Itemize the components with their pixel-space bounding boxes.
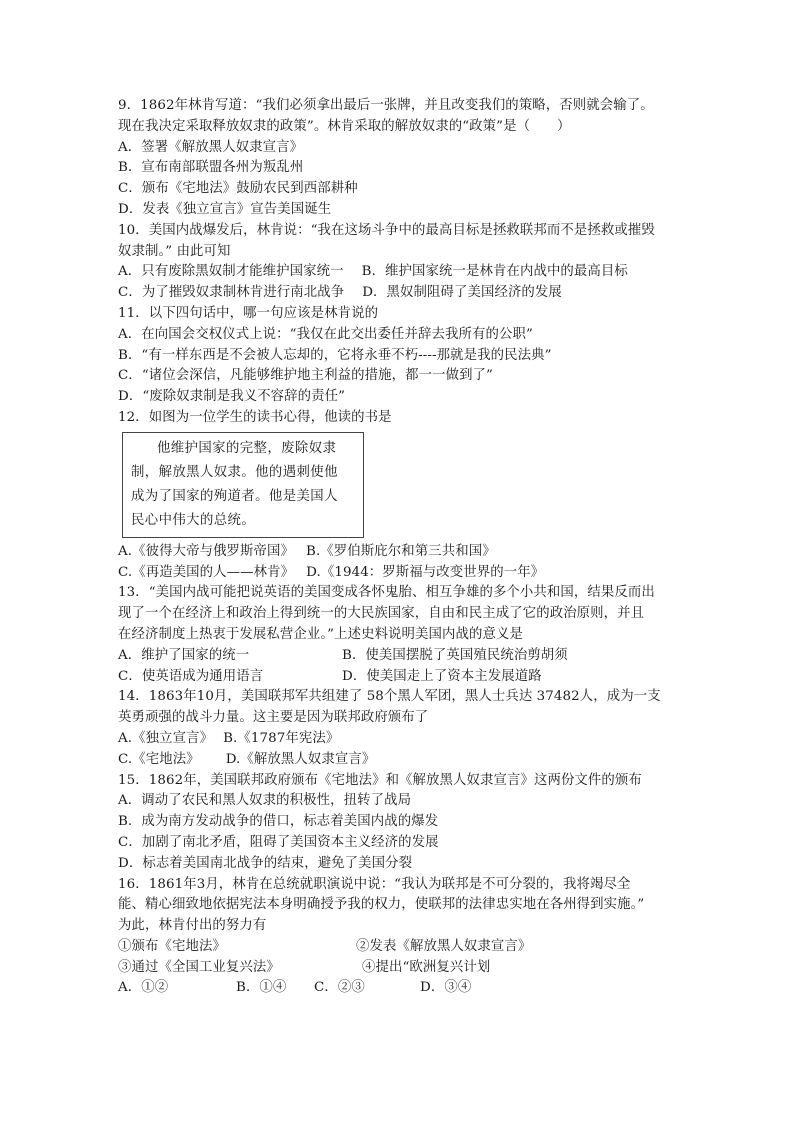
option-c: C．为了摧毁奴隶制林肯进行南北战争 xyxy=(118,285,345,301)
question-10 xyxy=(118,221,678,304)
question-12 xyxy=(118,408,678,583)
question-stem: 英勇顽强的战斗力量。这主要是因为联邦政府颁布了 xyxy=(118,710,429,726)
option-row xyxy=(118,978,678,999)
question-stem: 奴隶制。” 由此可知 xyxy=(118,243,231,259)
option-d: D．“废除奴隶制是我义不容辞的责任” xyxy=(118,389,346,405)
option-c: C．加剧了南北矛盾，阻碍了美国资本主义经济的发展 xyxy=(118,834,439,850)
question-stem: 为此，林肯付出的努力有 xyxy=(118,918,267,934)
option-c: C.《再造美国的人——林肯》 xyxy=(118,564,295,580)
box-line: 民心中伟大的总统。 xyxy=(131,512,256,528)
question-16 xyxy=(118,875,678,1000)
question-stem: 能、精心细致地依据宪法本身明确授予我的权力，使联邦的法律忠实地在各州得到实施。” xyxy=(118,897,645,913)
option-b: B．维护国家统一是林肯在内战中的最高目标 xyxy=(361,264,628,280)
statement-row xyxy=(118,958,678,979)
question-15 xyxy=(118,771,678,875)
question-stem: 9．1862年林肯写道：“我们必须拿出最后一张牌，并且改变我们的策略，否则就会输了。 xyxy=(118,98,654,113)
statement-row xyxy=(118,937,678,958)
reading-note-box xyxy=(122,432,364,538)
question-stem: 现在我决定采取释放奴隶的政策”。林肯采取的解放奴隶的“政策”是（ ） xyxy=(118,118,571,134)
option-c: C．颁布《宅地法》鼓励农民到西部耕种 xyxy=(118,181,358,197)
option-d: D.《1944：罗斯福与改变世界的一年》 xyxy=(306,564,545,580)
option-b: B．成为南方发动战争的借口，标志着美国内战的爆发 xyxy=(118,814,439,830)
option-a: A．维护了国家的统一 xyxy=(118,647,250,663)
option-row xyxy=(118,542,678,563)
option-d: D．发表《独立宣言》宣告美国诞生 xyxy=(118,201,332,217)
question-stem: 13．“美国内战可能把说英语的美国变成各怀鬼胎、相互争雄的多个小共和国，结果反而出 xyxy=(118,585,655,601)
option-c: C．“诸位会深信，凡能够维护地主利益的措施，都一一做到了” xyxy=(118,368,493,384)
question-14 xyxy=(118,687,678,770)
question-stem: 16．1861年3月，林肯在总统就职演说中说：“我认为联邦是不可分裂的，我将竭尽全 xyxy=(118,876,631,892)
option-b: B．①④ xyxy=(236,980,287,996)
question-stem: 现了一个在经济上和政治上得到统一的大民族国家，自由和民主成了它的政治原则，并且 xyxy=(118,606,645,622)
option-d: D.《解放黑人奴隶宣言》 xyxy=(225,751,376,767)
option-row xyxy=(118,729,678,750)
box-line: 成为了国家的殉道者。他是美国人 xyxy=(131,488,338,504)
box-line: 制，解放黑人奴隶。他的遇刺使他 xyxy=(131,464,338,480)
option-row xyxy=(118,563,678,584)
question-stem: 11．以下四句话中，哪一句应该是林肯说的 xyxy=(118,305,379,321)
question-stem: 14．1863年10月，美国联邦军共组建了 58个黑人军团，黑人士兵达 37482人，成为一支 xyxy=(118,689,661,705)
option-b: B．宣布南部联盟各州为叛乱州 xyxy=(118,160,304,176)
option-b: B.《1787年宪法》 xyxy=(223,730,340,746)
question-stem: 10．美国内战爆发后，林肯说：“我在这场斗争中的最高目标是拯救联邦而不是拯救或摧毁 xyxy=(118,222,655,238)
question-stem: 在经济制度上热衷于发展私营企业。”上述史料说明美国内战的意义是 xyxy=(118,626,523,642)
statement-4: ④提出“欧洲复兴计划 xyxy=(362,959,491,975)
option-row xyxy=(118,667,678,688)
option-a: A．只有废除黑奴制才能维护国家统一 xyxy=(118,264,344,280)
statement-3: ③通过《全国工业复兴法》 xyxy=(118,959,280,975)
question-11 xyxy=(118,304,678,408)
question-9 xyxy=(118,96,678,221)
question-stem: 15．1862年，美国联邦政府颁布《宅地法》和《解放黑人奴隶宣言》这两份文件的颁布 xyxy=(118,772,642,788)
option-d: D．黑奴制阻碍了美国经济的发展 xyxy=(362,285,562,301)
option-a: A．签署《解放黑人奴隶宣言》 xyxy=(118,139,304,155)
question-13 xyxy=(118,583,678,687)
option-c: C.《宅地法》 xyxy=(118,751,200,767)
statement-1: ①颁布《宅地法》 xyxy=(118,938,226,954)
option-d: D．标志着美国南北战争的结束，避免了美国分裂 xyxy=(118,855,413,871)
option-a: A.《独立宣言》 xyxy=(118,730,214,746)
option-a: A．在向国会交权仪式上说：“我仅在此交出委任并辞去我所有的公职” xyxy=(118,326,533,342)
option-b: B.《罗伯斯庇尔和第三共和国》 xyxy=(306,543,496,559)
question-stem: 12．如图为一位学生的读书心得，他读的书是 xyxy=(118,409,392,425)
option-c: C．②③ xyxy=(314,980,365,996)
statement-2: ②发表《解放黑人奴隶宣言》 xyxy=(356,938,532,954)
option-d: D．使美国走上了资本主发展道路 xyxy=(342,668,542,684)
option-a: A．①② xyxy=(118,980,169,996)
option-b: B．“有一样东西是不会被人忘却的，它将永垂不朽----那就是我的民法典” xyxy=(118,347,552,363)
option-row xyxy=(118,750,678,771)
question-list xyxy=(118,96,678,999)
option-b: B．使美国摆脱了英国殖民统治剪胡须 xyxy=(342,647,568,663)
box-line: 他维护国家的完整，废除奴隶 xyxy=(157,440,337,456)
option-a: A．调动了农民和黑人奴隶的积极性，扭转了战局 xyxy=(118,793,412,809)
option-c: C．使英语成为通用语言 xyxy=(118,668,264,684)
option-a: A.《彼得大帝与俄罗斯帝国》 xyxy=(118,543,295,559)
option-row xyxy=(118,262,678,283)
option-row xyxy=(118,283,678,304)
option-row xyxy=(118,646,678,667)
option-d: D．③④ xyxy=(420,980,472,996)
